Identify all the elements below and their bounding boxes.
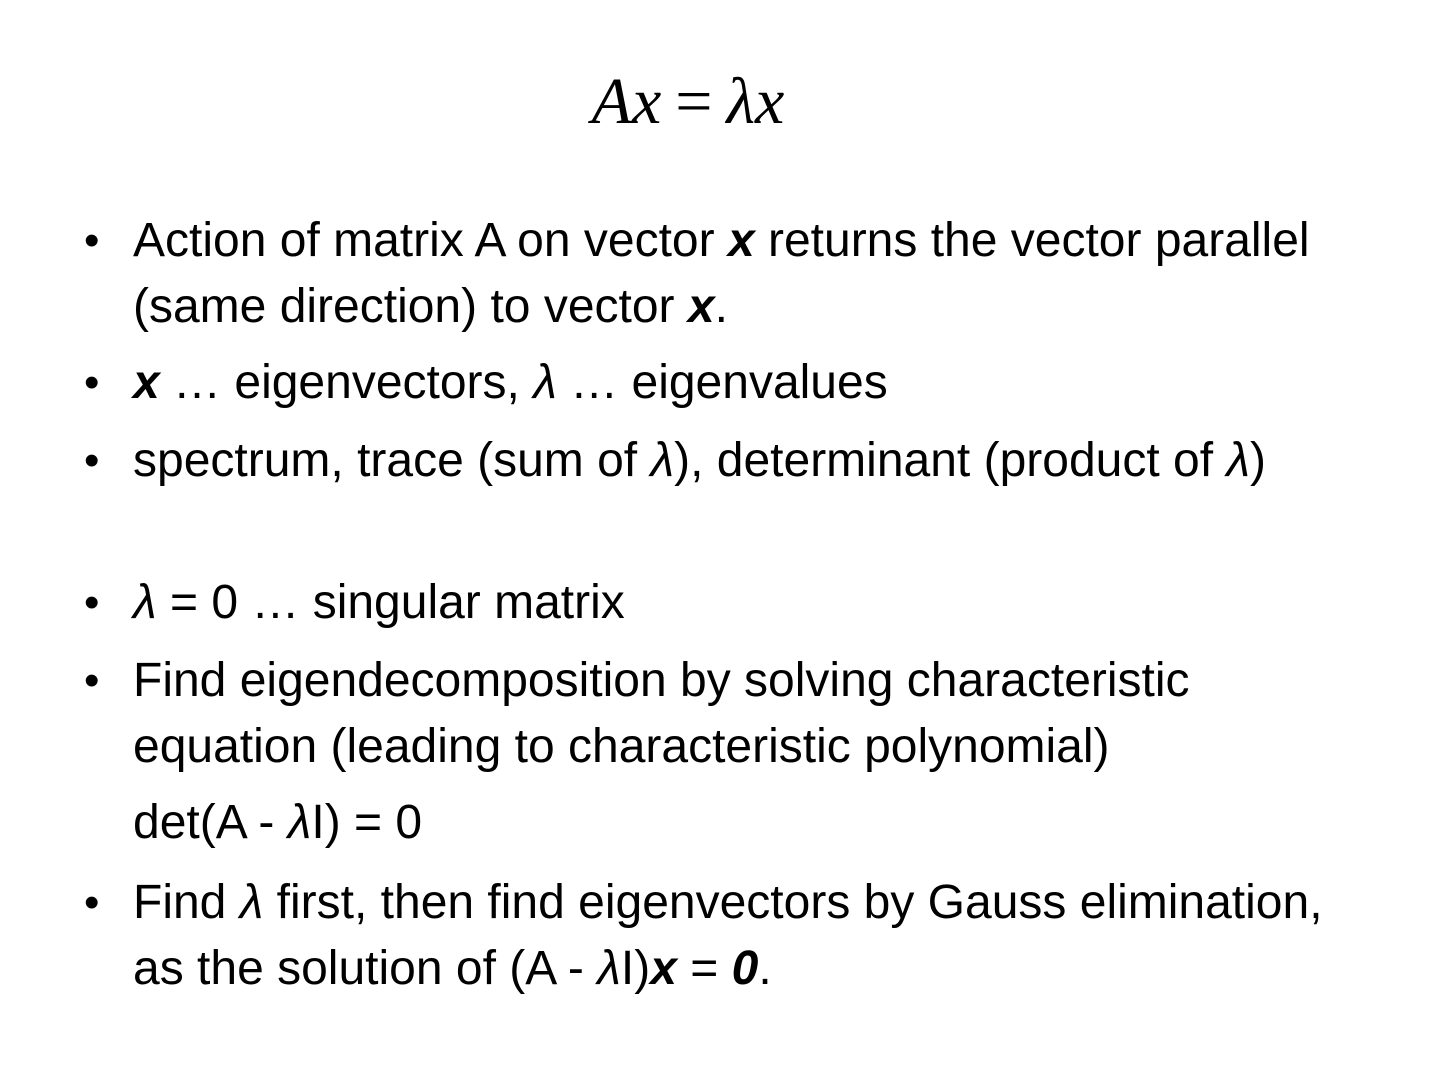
bullet-dot-icon: • (84, 216, 100, 265)
text-segment: ) (1250, 434, 1266, 487)
text-segment: … eigenvectors, (159, 356, 534, 409)
text-segment: = 0 … singular matrix (156, 576, 625, 629)
text-segment: Find eigendecomposition by solving characteristic equation (leading to characteristic polynomial) (133, 654, 1190, 773)
bullet-item (84, 570, 1373, 636)
text-segment: Find (133, 876, 240, 929)
text-segment: Action of matrix A on vector (133, 214, 728, 267)
formula-right: λx (726, 65, 785, 138)
text-segment: ), determinant (product of (674, 434, 1227, 487)
text-segment: = (676, 942, 732, 995)
text-segment: … eigenvalues (556, 356, 888, 409)
text-segment: spectrum, trace (sum of (133, 434, 651, 487)
text-segment: x (650, 942, 677, 995)
bullet-dot-icon: • (84, 578, 100, 627)
bullet-item (84, 208, 1373, 340)
text-segment: x (687, 280, 715, 333)
text-segment: λ (287, 796, 312, 849)
text-segment: λ (533, 356, 557, 409)
bullet-text (133, 356, 888, 409)
text-segment: . (758, 942, 772, 995)
text-segment: λ (239, 876, 264, 929)
text-segment: λ (650, 434, 675, 487)
bullet-text (133, 576, 625, 629)
characteristic-equation (133, 790, 1373, 856)
bullet-dot-icon: • (84, 436, 100, 485)
bullet-item (84, 428, 1373, 494)
bullet-dot-icon: • (84, 358, 100, 407)
text-segment: λ (1226, 434, 1250, 487)
text-segment: λ (597, 942, 621, 995)
bullet-text (133, 876, 1323, 995)
bullet-item (84, 648, 1373, 856)
bullet-text (133, 654, 1190, 773)
formula-equals: = (675, 65, 713, 138)
bullet-text (133, 214, 1310, 333)
bullet-dot-icon: • (84, 656, 100, 705)
text-segment: 0 (731, 942, 759, 995)
bullet-item (84, 350, 1373, 416)
text-segment: . (714, 280, 728, 333)
text-segment: x (133, 356, 160, 409)
text-segment: det(A - (133, 796, 288, 849)
eigen-equation (0, 62, 1376, 142)
text-segment: λ (133, 576, 157, 629)
formula-left: Ax (591, 65, 662, 138)
text-segment: first, then find eigenvectors by Gauss elimination, as the solution of (A - (133, 876, 1323, 995)
bullet-text (133, 434, 1266, 487)
text-segment: I) (620, 942, 651, 995)
bullet-item (84, 870, 1373, 1002)
text-segment: returns the vector parallel (same direction) to vector (133, 214, 1310, 333)
bullet-dot-icon: • (84, 878, 100, 927)
text-segment: I) = 0 (311, 796, 423, 849)
text-segment: x (727, 214, 755, 267)
